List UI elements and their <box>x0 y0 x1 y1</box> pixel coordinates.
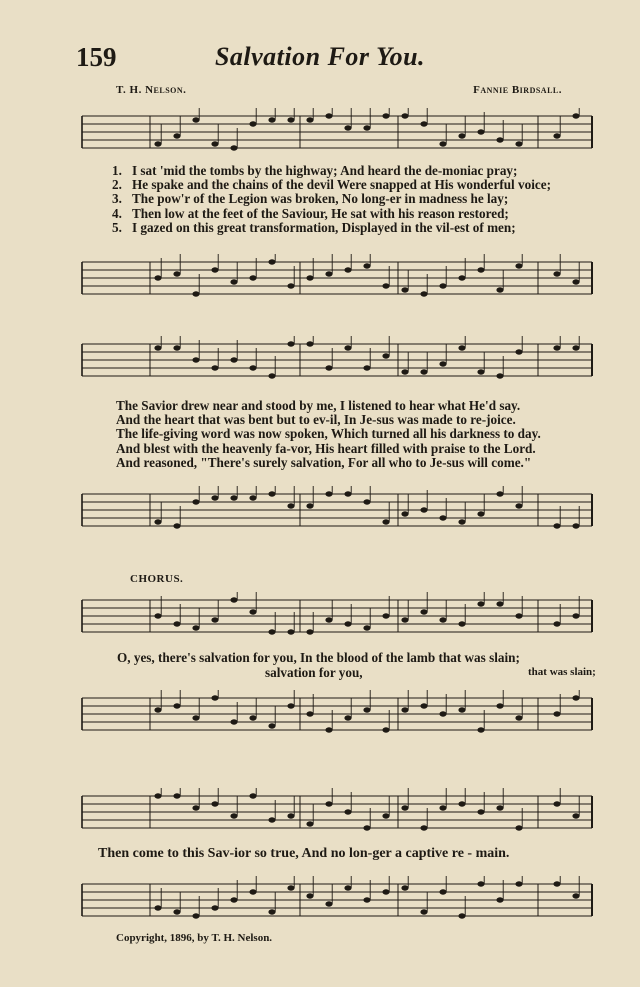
system-4-bass-staff <box>80 876 594 928</box>
hymn-number: 159 <box>76 42 117 72</box>
system-2-treble-staff <box>80 336 594 388</box>
treble-staff-lines <box>80 592 594 644</box>
treble-staff-lines <box>80 336 594 388</box>
system-1-bass-staff <box>80 254 594 306</box>
refrain-line: The Savior drew near and stood by me, I listened to hear what He'd say. <box>116 398 521 413</box>
system-3-bass-staff <box>80 690 594 742</box>
treble-staff-lines <box>80 788 594 840</box>
chorus-echo: that was slain; <box>528 666 596 678</box>
chorus-heading: CHORUS. <box>130 573 184 585</box>
chorus-final-line: Then come to this Sav-ior so true, And no lon-ger a captive re - main. <box>98 846 510 861</box>
verse-number: 3. <box>112 191 122 207</box>
chorus-line: O, yes, there's salvation for you, In the blood of the lamb that was slain; <box>117 650 520 665</box>
verse-text: I sat 'mid the tombs by the highway; And heard the de-moniac pray; <box>132 163 518 178</box>
author-credit: Fannie Birdsall. <box>473 84 562 96</box>
composer-credit: T. H. Nelson. <box>116 84 187 96</box>
system-4-treble-staff <box>80 788 594 840</box>
verse-line <box>112 164 551 178</box>
verse-text: Then low at the feet of the Saviour, He sat with his reason restored; <box>132 205 509 221</box>
verse-line <box>112 207 551 221</box>
refrain-block <box>116 399 541 470</box>
refrain-line: And reasoned, "There's surely salvation, For all who to Je-sus will come." <box>116 454 532 470</box>
verse-number: 4. <box>112 205 122 221</box>
verse-block <box>112 164 551 235</box>
verse-line <box>112 221 551 235</box>
refrain-line: And the heart that was bent but to ev-il, In Je-sus was made to re-joice. <box>116 412 516 428</box>
copyright-notice: Copyright, 1896, by T. H. Nelson. <box>116 932 273 944</box>
bass-staff-lines <box>80 486 594 538</box>
chorus-echo: salvation for you, <box>265 665 363 680</box>
treble-staff-lines <box>80 108 594 160</box>
system-2-bass-staff <box>80 486 594 538</box>
system-1-treble-staff <box>80 108 594 160</box>
refrain-line: The life-giving word was now spoken, Which turned all his darkness to day. <box>116 426 541 442</box>
bass-staff-lines <box>80 690 594 742</box>
verse-number: 5. <box>112 219 122 235</box>
bass-staff-lines <box>80 876 594 928</box>
bass-staff-lines <box>80 254 594 306</box>
verse-text: I gazed on this great transformation, Displayed in the vil-est of men; <box>132 219 516 235</box>
verse-text: The pow'r of the Legion was broken, No long-er in madness he lay; <box>132 191 509 207</box>
verse-line <box>112 192 551 206</box>
system-3-treble-staff <box>80 592 594 644</box>
verse-line <box>112 178 551 192</box>
verse-number: 1. <box>112 163 122 178</box>
verse-text: He spake and the chains of the devil Were snapped at His wonderful voice; <box>132 177 551 193</box>
verse-number: 2. <box>112 177 122 193</box>
hymn-title: Salvation For You. <box>214 42 426 71</box>
refrain-line: And blest with the heavenly fa-vor, His heart filled with praise to the Lord. <box>116 440 536 456</box>
